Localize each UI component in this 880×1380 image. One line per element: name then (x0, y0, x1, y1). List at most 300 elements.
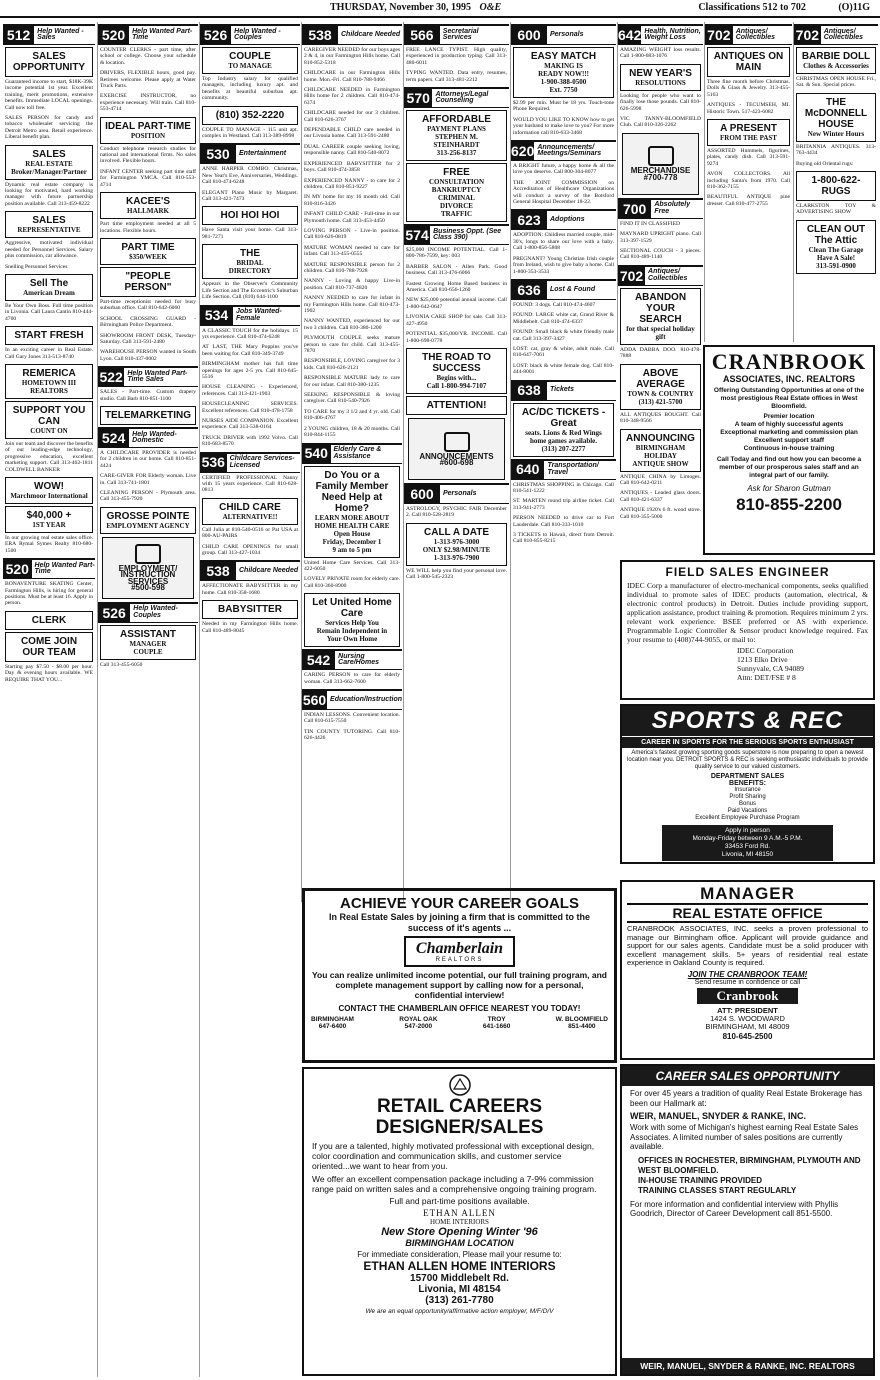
listing-text: SALES - Part-time. Custom drapery studio. Call Barb 810-851-1100 (100, 389, 196, 402)
display-ad (5, 401, 93, 439)
display-ad-line: 1-313-976-7900 (433, 553, 480, 562)
display-ad-line: CONSULTATION (428, 178, 485, 187)
section-number: 600 (511, 26, 547, 44)
ad-list-line: Monday-Friday between 9 A.M.-5 P.M. (692, 835, 803, 842)
listing-text: DUAL CAREER couple seeking loving, responsible nanny. Call 810-540-8072 (304, 143, 400, 157)
listing-text: Starting pay $7.50 - $8.00 per hour. Day & evening hours available. WE REQUIRE THAT YOU... (5, 663, 93, 683)
ethan-city: Livonia, MI 48154 (418, 1284, 501, 1295)
section-number: 620 (511, 142, 535, 159)
cranbrook-contact: Ask for Sharon Gutman (747, 484, 831, 493)
section-header (511, 209, 616, 230)
display-ad (202, 244, 298, 279)
listing-text: Call 313-455-6050 (100, 661, 143, 668)
listing-text: LOST: black & white female dog. Call 810-444-8001 (513, 362, 614, 376)
display-ad (100, 507, 196, 534)
section-label: Childcare Needed (341, 30, 401, 38)
listing-text: FOUND: Small black & white friendly male cat. Call 313-397-3427 (513, 329, 614, 342)
weir-bullets (622, 1154, 873, 1198)
display-ad-line: COUPLE (229, 51, 271, 62)
listing-text: FIND IT IN CLASSIFIED (620, 220, 681, 227)
listing-text: LIVONIA CAKE SHOP for sale. Call 313-427-4950 (406, 314, 507, 327)
cranbrook-body: Offering Outstanding Opportunities at one of the most prestigious Real Estate offices in West Bloomfield. (713, 387, 865, 410)
chamberlain-office (556, 1016, 608, 1030)
listing-text: LOVELY PRIVATE room for elderly care. Call 810-360-8900 (304, 576, 400, 589)
display-ad-line: $40,000 + (26, 509, 72, 521)
listing-text: ASSORTED Hummels, figurines, plates, candy dish. Call 313-591-9274 (707, 148, 790, 167)
section-number: 570 (404, 89, 432, 107)
listing-text: RESPONSIBLE, LOVING caregiver for 3 kids. Call 810-626-2121 (304, 358, 400, 371)
display-ad (202, 106, 298, 125)
section-number: 520 (98, 26, 129, 44)
chamberlain-body: You can realize unlimited income potential, our full training program, and complete management support by calling now for a personal, confidential interview! (311, 970, 607, 1000)
display-ad-line: Services Help You (325, 619, 379, 628)
display-ad-line: Clean The Garage (808, 245, 864, 254)
display-ad-line: RESOLUTIONS (635, 78, 686, 87)
listing-text: BEAUTIFUL ANTIQUE pine dresser. Call 810-477-2755 (707, 194, 790, 207)
listing-text: NANNY WANTED, experienced for our two 3 children. Call 810-380-1200 (304, 318, 400, 331)
listing-text: ASTROLOGY, PSYCHIC FAIR December 2. Call 810-528-2819 (406, 505, 507, 519)
chamberlain-logo-sub: REALTORS (435, 957, 484, 963)
section-number: 702 (705, 26, 733, 44)
section-label: Help Wanted-Domestic (132, 430, 177, 444)
display-ad-line: Sell The (29, 277, 69, 289)
section-icon-box (622, 133, 699, 195)
section-header (98, 427, 198, 448)
cranbrook-cta: Call Today and find out how you can become a member of our prosperous sales staff and an integral part of our family. (716, 456, 862, 479)
section-header (705, 24, 792, 45)
display-ad-line: TO MANAGE (228, 62, 272, 70)
ad-list-line: Attn: DET/FSE # 8 (737, 673, 796, 682)
listing-text: $25,000 INCOME POTENTIAL. Call 1-800-786-7599, key: 003 (406, 247, 507, 260)
section-label: Antiques/ Collectibles (823, 27, 864, 41)
ad-list-line: A team of highly successful agents (734, 421, 844, 428)
listing-text: CHILDCARE NEEDED in Farmington Hills home for 2 children. Call 810-474-6374 (304, 87, 400, 106)
section-number: 702 (795, 26, 820, 43)
display-ad-line: COUPLE (133, 647, 163, 656)
manager-phone: 810-645-2500 (722, 1031, 773, 1041)
chamberlain-office (483, 1016, 510, 1030)
ad-list-line: BIRMINGHAM, MI 48009 (705, 1022, 790, 1032)
section-header (302, 649, 402, 670)
display-ad (620, 429, 701, 472)
column-3 (199, 22, 300, 1377)
display-ad-line: GROSSE POINTE (106, 510, 190, 522)
display-ad-line: CRIMINAL (438, 194, 475, 203)
listing-text: INFANT CHILD CARE - Full-time in our Plymouth home. Call 313-453-4450 (304, 211, 400, 224)
section-header (3, 558, 95, 579)
display-ad-line: FROM THE PAST (720, 134, 777, 143)
listing-text: EXPERIENCED NANNY - to care for 2 children. Call 810-851-9227 (304, 177, 400, 190)
section-header (618, 198, 703, 219)
section-number: 623 (511, 211, 547, 229)
section-header (794, 24, 878, 45)
display-ad-line: REAL ESTATE (25, 159, 73, 168)
display-ad (304, 466, 400, 558)
chamberlain-office (311, 1016, 354, 1030)
ad-list-line: 1424 S. WOODWARD (710, 1013, 785, 1023)
listing-text: ANNE HARPER COMBO. Christmas, New Year's Eve, Anniversaries, Weddings. Call 810-474-6248 (202, 166, 298, 186)
listing-text: EXERCISE INSTRUCTOR, no experience necessary. Will train. Call 810-553-4714 (100, 93, 196, 113)
field-sales-ad (620, 560, 875, 700)
display-ad (796, 220, 876, 274)
listing-text: Aggressive, motivated individual needed for Personnel Services. Salary plus commission, car allowance. (5, 240, 93, 260)
display-ad-line: ASSISTANT (120, 628, 176, 640)
listing-text: ST. MARTEN round trip airline ticket. Call 313-941-2773 (513, 498, 614, 511)
display-ad-line: ALTERNATIVE!! (222, 512, 278, 521)
office-city: BIRMINGHAM (311, 1016, 354, 1023)
office-city: TROY (487, 1016, 506, 1023)
office-phone: 851-4400 (568, 1023, 596, 1030)
chamberlain-headline: ACHIEVE YOUR CAREER GOALS (340, 895, 579, 912)
display-ad-line: MANAGER (129, 639, 167, 648)
listing-text: A BRIGHT future, a happy home & all the love you deserve. Call 800-304-8077 (513, 163, 614, 176)
masthead-classifications: Classifications 512 to 702 (O)11G (698, 2, 870, 13)
display-ad (100, 192, 196, 219)
section-number: 538 (200, 562, 236, 580)
section-label: Adoptions (550, 216, 585, 224)
manager-title: MANAGER (700, 884, 795, 903)
masthead-date: THURSDAY, November 30, 1995 O&E (330, 2, 502, 13)
ad-list-line: Excellent Employee Purchase Program (695, 815, 800, 821)
display-ad (202, 47, 298, 74)
chamberlain-office (399, 1016, 437, 1030)
display-ad-line: $350/WEEK (129, 252, 167, 261)
display-ad (100, 117, 196, 144)
display-ad-line: DIVORCE (440, 202, 473, 211)
display-ad (406, 110, 507, 161)
section-label: Help Wanted-Couples (133, 605, 178, 619)
weir-manuel-ad (620, 1064, 875, 1376)
listing-text: $2.99 per min. Must be 18 yrs. Touch-tone Phone Required. (513, 100, 614, 113)
display-ad-line: IDEAL PART-TIME (105, 120, 191, 132)
display-ad-line: Do You or a Family Member Need Help at Home? (315, 469, 389, 514)
section-number: 600 (404, 485, 440, 503)
listing-text: CARING PERSON to care for elderly woman. Call 313-662-7600 (304, 672, 400, 685)
section-header (200, 305, 300, 326)
display-ad-line: CALL A DATE (424, 526, 489, 538)
listing-text: Three fine month before Christmas. Dolls & Glass & Jewelry. 313-455-5163 (707, 79, 790, 98)
section-number: 536 (201, 454, 225, 471)
section-number: 534 (200, 307, 233, 325)
listing-text: Snelling Personnel Services (5, 263, 68, 270)
listing-text: ANTIQUE 1920's 6 ft. wood stove. Call 810-355-5000 (620, 507, 701, 520)
display-ad-line: REPRESENTATIVE (17, 226, 81, 235)
ad-list-line: IN-HOUSE TRAINING PROVIDED (638, 1175, 763, 1185)
section-header (511, 24, 616, 45)
display-ad-line: CLEAN OUT The Attic (806, 223, 866, 246)
display-ad (796, 47, 876, 74)
section-icon-box (408, 418, 505, 480)
listing-text: United Home Care Services. Call 313-422-6050 (304, 559, 400, 572)
ad-list-line: 1213 Elko Drive (737, 655, 788, 664)
section-number: 538 (302, 26, 338, 44)
display-ad-line: STEPHEN M. (435, 133, 478, 142)
section-label: Nursing Care/Homes (338, 652, 380, 667)
display-ad-line: COME JOIN OUR TEAM (20, 635, 78, 658)
weir-title: CAREER SALES OPPORTUNITY (622, 1066, 873, 1086)
section-label: Antiques/ Collectibles (735, 27, 776, 41)
listing-text: AVON COLLECTORS. All including Santa's from 1970. Call 810-362-7155 (707, 171, 790, 191)
display-ad (707, 119, 790, 146)
cranbrook-name: CRANBROOK (711, 349, 867, 374)
display-ad-line: Friday, December 1 (322, 537, 382, 546)
section-header (98, 366, 198, 387)
section-label: Lost & Found (550, 285, 596, 293)
office-city: W. BLOOMFIELD (555, 1016, 608, 1023)
field-sales-body: IDEC Corp a manufacturer of electro-mechanical components, seeks qualified individual to promote sales of IDEC products (automation, electrical, & electronic control products) in Detroit. Duties include providing support, application assistance, product training & promotion. Requires minimum 2 yrs. relevant work experience. BSEE preferred or AS with experience. Programmable Logic Controller & Sensor product knowledge required. Fax your resume to (408)744-9055, or mail to: (627, 581, 868, 644)
ad-list-line: 33453 Ford Rd. (724, 843, 771, 850)
listing-text: CAREGIVER NEEDED for our boys ages 2 & 4, in our Farmington Hills home. Call 810-852-5318 (304, 47, 400, 66)
listing-text: HOUSECLEANING SERVICES. Excellent references. Call 810-478-1758 (202, 401, 298, 414)
listing-text: Needed in my Farmington Hills home. Call 810-489-8045 (202, 621, 298, 634)
display-ad-line: TOWN & COUNTRY (627, 389, 694, 398)
sports-rec-body: America's fastest growing sporting goods superstore is now preparing to open a newest location near you. DETROIT SPORTS & REC is seeking enthusiastic individuals to provide quality service to our valued customers. (627, 750, 868, 770)
listing-text: CHRISTMAS SHOPPING in Chicago. Call 810-541-1222 (513, 481, 614, 494)
listing-text: MATURE RESPONSIBLE person for 2 children. Call 810-788-7928 (304, 261, 400, 274)
sports-rec-tagline: CAREER IN SPORTS FOR THE SERIOUS SPORTS ENTHUSIAST (622, 736, 873, 748)
listing-text: In an exciting career in Real Estate. Call Gary Jones 313-513-8740 (5, 347, 93, 360)
listing-text: AT LAST, THE Mary Poppins you've been waiting for. Call 810-349-3749 (202, 344, 298, 357)
cranbrook-bullets (708, 413, 870, 453)
display-ad (5, 611, 93, 630)
listing-text: Part-time receptionist needed for busy suburban office. Call 810-642-6060 (100, 298, 196, 312)
display-ad-line: for that special holiday gift (626, 324, 695, 341)
section-label: Help Wanted Part-Time (34, 561, 95, 576)
listing-text: Part time employment needed at all 5 locations. Flexible hours. (100, 221, 196, 234)
section-label: Secretarial Services (442, 27, 479, 41)
manager-logo: Cranbrook (697, 988, 798, 1004)
listing-text: CLEANING PERSON - Plymouth area. Call 313-455-7920 (100, 490, 196, 503)
section-header (511, 459, 616, 480)
sports-rec-positions: DEPARTMENT SALES (710, 773, 785, 780)
section-number: 542 (302, 651, 335, 669)
listing-text: CERTIFIED PROFESSIONAL Nanny with 15 years experience. Call 810-628-0813 (202, 474, 298, 494)
section-header (302, 689, 402, 710)
listing-text: ADOPTION: Childless married couple, mid-30's, longs to share our love with a baby. Call 1-800-856-5808 (513, 232, 614, 252)
field-sales-title: FIELD SALES ENGINEER (665, 565, 830, 579)
section-number: 526 (98, 604, 130, 622)
ad-list-line: Apply in person (725, 827, 770, 834)
ad-list-line: Excellent support staff (753, 437, 825, 444)
listing-text: SCHOOL CROSSING GUARD - Birmingham Police Department. (100, 315, 196, 329)
display-ad-line: HOI HOI HOI (220, 210, 280, 222)
section-header (200, 24, 300, 45)
section-icon-line: MERCHANDISE (630, 166, 691, 176)
section-icon-line: ANNOUNCEMENTS (419, 451, 494, 461)
section-number: 642 (618, 26, 642, 43)
section-icon-line: INSTRUCTION (120, 570, 176, 580)
listing-text: BRITANNIA ANTIQUES. 313-763-4434 (796, 143, 876, 157)
display-ad-line: MAKING IS (544, 62, 583, 70)
display-ad-line: HALLMARK (127, 207, 169, 216)
listing-text: Be Your Own Boss. Full time position in Livonia. Call Laura Cantin 810-444-4700 (5, 302, 93, 322)
section-header (404, 87, 509, 108)
section-label: Antiques/ Collectibles (648, 268, 688, 282)
display-ad-line: PAYMENT PLANS (427, 125, 486, 134)
section-header (404, 483, 509, 504)
ethan-company-sub: HOME INTERIORS (430, 1218, 489, 1226)
section-label: Personals (443, 489, 477, 497)
ethan-eeo: We are an equal opportunity/affirmative action employer, M/F/D/V (365, 1308, 554, 1315)
section-label: Absolutely Free (654, 201, 691, 215)
section-label: Help Wanted Part-Time Sales (127, 369, 188, 384)
display-ad-line: 1-313-976-3000 (433, 537, 480, 546)
display-ad (620, 288, 701, 345)
ethan-allen-logo-icon (440, 1073, 480, 1097)
sports-rec-apply (662, 825, 833, 861)
listing-text: VIC TANNY-BLOOMFIELD Club. Call 810-326-2262 (620, 116, 701, 129)
ethan-name: ETHAN ALLEN HOME INTERIORS (363, 1259, 556, 1273)
section-header (511, 380, 616, 401)
section-icon-line: #500-598 (131, 583, 165, 593)
display-ad-line: THE McDONNELL HOUSE (804, 96, 868, 130)
listing-text: BARBER SALON - Allen Park. Good business. Call 313-476-6066 (406, 263, 507, 277)
ethan-subtitle: DESIGNER/SALES (375, 1117, 544, 1138)
display-ad-line: CLERK (31, 614, 67, 626)
display-ad-line: TELEMARKETING (104, 409, 192, 421)
section-number: 638 (511, 382, 547, 400)
manager-address (627, 1015, 868, 1032)
listing-text: SALES PERSON for candy and tobacco wholesaler servicing the Detroit Metro area. Retail experience. Liberal benefit plan. (5, 115, 93, 141)
display-ad (5, 326, 93, 345)
display-ad-line: TRAFFIC (440, 210, 473, 219)
display-ad-line: BABYSITTER (218, 604, 282, 616)
listing-text: BIRMINGHAM mother has full time openings for ages 2-5 yrs. Call 810-645-5516 (202, 361, 298, 380)
display-ad-line: CHILD CARE (219, 501, 281, 513)
display-ad-line: "PEOPLE PERSON" (124, 270, 172, 293)
listing-text: FOUND: 3 dogs. Call 810-474-4607 (513, 301, 596, 308)
sports-rec-benefits (622, 787, 873, 822)
listing-text: Call Julia at 810-540-0516 or Pat USA at 800-AU-PAIRS (202, 526, 298, 540)
display-ad-line: ANTIQUES ON MAIN (713, 51, 784, 73)
display-ad (100, 625, 196, 660)
section-number: 522 (99, 368, 123, 385)
section-icon-line: EMPLOYMENT/ (118, 564, 178, 573)
column-7 (617, 22, 703, 520)
display-ad-line: ATTENTION! (426, 399, 487, 411)
listing-text: INDIAN LESSONS. Convenient location. Call 810-615-7550 (304, 711, 400, 725)
section-header (3, 24, 95, 45)
listing-text: MAYNARD UPRIGHT piano. Call 313-397-1529 (620, 231, 701, 244)
display-ad (796, 93, 876, 142)
listing-text: CARE-GIVER FOR Elderly woman. Live in. Call 313-741-1801 (100, 473, 196, 486)
display-ad (513, 47, 614, 98)
display-ad-line: DIRECTORY (228, 267, 272, 276)
section-header (98, 602, 198, 623)
listing-text: Conduct telephone research studies for national and international firms. No sales involved. Flexible hours. (100, 145, 196, 165)
ad-list-line: Insurance (734, 787, 761, 793)
section-label: Health, Nutrition, Weight Loss (644, 27, 701, 41)
display-ad (406, 348, 507, 394)
display-ad (5, 477, 93, 504)
chamberlain-logo-name: Chamberlain (415, 940, 504, 957)
ad-list-line: Sunnyvale, CA 94089 (737, 664, 804, 673)
section-label: Help Wanted - Couples (234, 27, 281, 41)
chamberlain-subhead: In Real Estate Sales by joining a firm that is committed to the success of it's agents ... (328, 912, 591, 933)
section-header (404, 224, 509, 245)
display-ad-line: READY NOW!!! (538, 70, 589, 78)
listing-text: Have Santa visit your home. Call 313-981-7271 (202, 227, 298, 240)
manager-cta2: Send resume in confidence or call (694, 978, 801, 986)
display-ad-line: FREE (443, 167, 470, 179)
section-label: Help Wanted Part-Time (132, 27, 193, 41)
display-ad-line: 9 am to 5 pm (332, 545, 372, 554)
listing-text: CHILDCARE in our Farmington Hills home. Mon.-Fri. Call 810-788-9466 (304, 70, 400, 83)
section-number: 636 (511, 281, 547, 299)
listing-text: PERSON NEEDED to drive car to Fort Lauderdale. Call 810-333-1010 (513, 515, 614, 528)
display-ad-line: BANKRUPTCY (431, 186, 482, 195)
section-number: 530 (200, 145, 236, 163)
weir-footer: WEIR, MANUEL, SNYDER & RANKE, INC. REALTORS (622, 1358, 873, 1374)
ad-list-line: Livonia, MI 48150 (721, 851, 774, 858)
display-ad-line: Broker/Manager/Partner (11, 167, 87, 176)
weir-cta: For more information and confidential interview with Phyllis Goodrich, Director of Career Development call 851-5500. (630, 1199, 839, 1218)
display-ad-line: SALES (32, 148, 66, 160)
display-ad-line: ABANDON YOUR SEARCH (634, 291, 687, 325)
megaphone-icon (444, 432, 470, 452)
display-ad-line: THE (240, 248, 260, 260)
listing-text: ANTIQUE CHINA by Limoges. Call 810-642-0211 (620, 473, 701, 486)
display-ad-line: Your Own Home (326, 635, 378, 644)
ad-list-line: TRAINING CLASSES START REGULARLY (638, 1185, 797, 1195)
shopping-bag-icon (648, 146, 674, 166)
section-number: 700 (618, 200, 651, 218)
ad-list-line: OFFICES IN ROCHESTER, BIRMINGHAM, PLYMOUTH AND WEST BLOOMFIELD. (638, 1155, 861, 1175)
display-ad-line: EMPLOYMENT AGENCY (106, 521, 190, 530)
section-header (200, 452, 300, 473)
listing-text: ANTIQUES - TECUMSEH, MI. Historic Town. 517-423-6082 (707, 102, 790, 115)
listing-text: HOUSE CLEANING - Experienced, references. Call 313-421-1903 (202, 384, 298, 397)
display-ad (5, 632, 93, 662)
display-ad-line: ANNOUNCING (626, 432, 695, 444)
listing-text: LOVING PERSON - Live-in position. Call 810-626-0819 (304, 227, 400, 241)
display-ad-line: NEW YEAR'S (629, 67, 692, 79)
display-ad (406, 396, 507, 415)
display-ad (796, 171, 876, 201)
listing-text: Dynamic real estate company is looking for motivated, hard working manager with future partnership position available. Call 313-459-8222 (5, 181, 93, 207)
display-ad-line: STEINHARDT (433, 141, 480, 150)
display-ad-line: Call 1-800-994-7107 (426, 381, 487, 390)
ethan-street: 15700 Middlebelt Rd. (410, 1273, 509, 1284)
display-ad-line: SALES (32, 215, 66, 227)
display-ad-line: Marchmoor International (10, 491, 88, 500)
display-ad-line: THE ROAD TO SUCCESS (422, 351, 491, 374)
listing-text: BONAVENTURE SKATING Center, Farmington Hills, is hiring for general positions. Must be at least 16. Apply in person. (5, 581, 93, 607)
display-ad (5, 506, 93, 533)
display-ad-line: American Dream (23, 288, 75, 297)
section-number: 526 (200, 26, 231, 44)
display-ad-line: 313-591-0900 (816, 261, 856, 270)
listing-text: TIN COUNTY TUTORING. Call 810-626-4426 (304, 728, 400, 742)
display-ad (5, 274, 93, 301)
listing-text: TRUCK DRIVER with 1992 Volvo. Call 810-683-8570 (202, 434, 298, 448)
display-ad (100, 406, 196, 425)
column-4 (301, 22, 402, 902)
section-label: Personals (550, 30, 584, 38)
display-ad (513, 403, 614, 457)
ethan-body3: Full and part-time positions available. (389, 1196, 530, 1206)
ethan-company: ETHAN ALLEN (423, 1208, 496, 1218)
display-ad-line: POSITION (130, 131, 166, 140)
listing-text: Buying old Oriental rugs: (796, 160, 854, 167)
column-5 (403, 22, 509, 902)
listing-text: ADDA DABBA DOO. 810-478-7888 (620, 346, 701, 360)
field-sales-address (737, 646, 868, 682)
listing-text: NURSES AIDE COMPANION. Excellent experience. Call 313-538-0164 (202, 417, 298, 431)
display-ad (5, 211, 93, 238)
ethan-body2: We offer an excellent compensation package including a 7-9% commission range paid on written sales and a comprehensive ongoing training program. (312, 1174, 597, 1194)
listing-text: Join our team and discover the benefits of our leading-edge technology, progressive education, excellent marketing support. Call 313-462-1811 COLDWELL BANKER (5, 440, 93, 473)
